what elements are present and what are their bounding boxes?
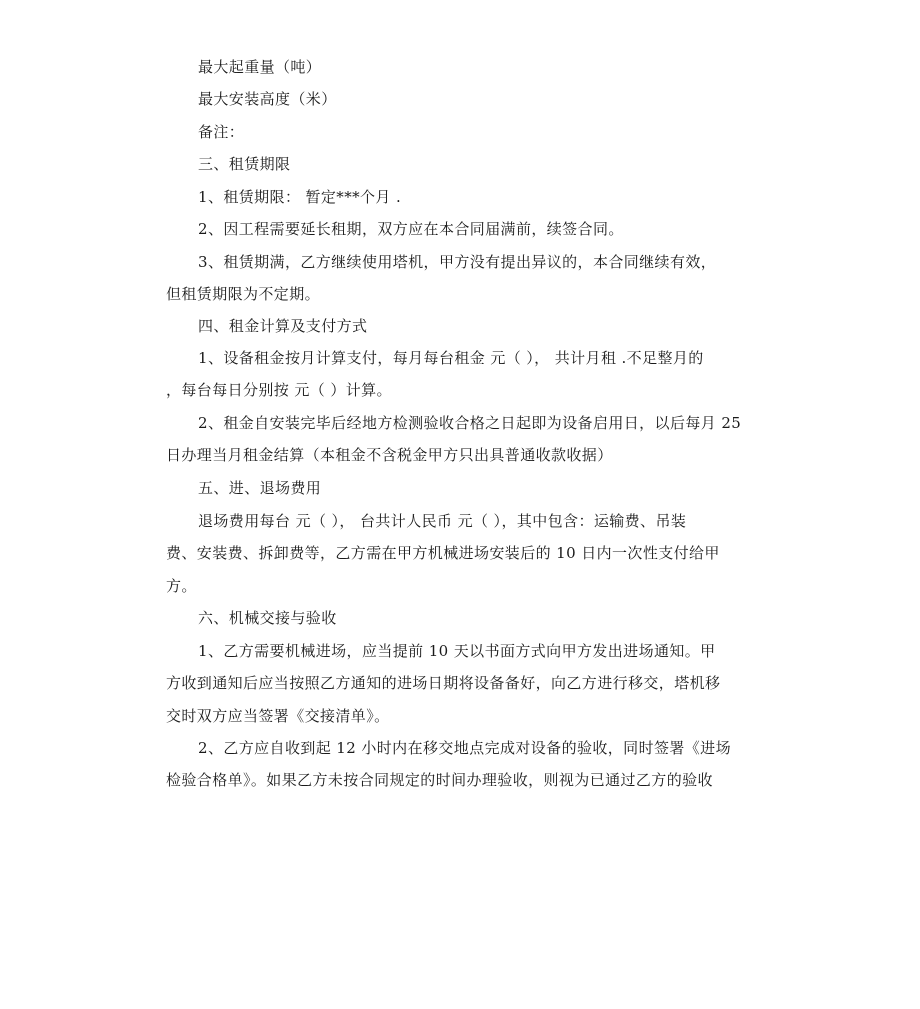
section-heading: 三、租赁期限 [198, 155, 291, 173]
text-line: 方。 [166, 577, 197, 595]
text-line: 1、租赁期限： 暂定***个月 . [198, 188, 402, 206]
text-line: 日办理当月租金结算（本租金不含税金甲方只出具普通收款收据） [166, 446, 613, 464]
text-line: 2、因工程需要延长租期，双方应在本合同届满前，续签合同。 [198, 220, 624, 238]
text-line: 最大起重量（吨） [198, 58, 322, 76]
section-heading: 四、租金计算及支付方式 [198, 317, 368, 335]
text-line: 3、租赁期满，乙方继续使用塔机，甲方没有提出异议的，本合同继续有效， [198, 253, 717, 271]
text-line: 费、安装费、拆卸费等，乙方需在甲方机械进场安装后的 10 日内一次性支付给甲 [166, 544, 720, 562]
text-line: 检验合格单》。如果乙方未按合同规定的时间办理验收，则视为已通过乙方的验收 [166, 771, 713, 789]
text-line: 交时双方应当签署《交接清单》。 [166, 707, 390, 725]
text-line: 最大安装高度（米） [198, 90, 337, 108]
text-line: 备注： [198, 123, 245, 141]
text-line: 但租赁期限为不定期。 [166, 285, 321, 303]
text-line: 退场费用每台 元（ ）， 台共计人民币 元（ ），其中包含：运输费、吊装 [198, 512, 687, 530]
text-line: 2、租金自安装完毕后经地方检测验收合格之日起即为设备启用日，以后每月 25 [198, 414, 742, 432]
section-heading: 六、机械交接与验收 [198, 609, 337, 627]
text-line: 方收到通知后应当按照乙方通知的进场日期将设备备好，向乙方进行移交，塔机移 [166, 674, 721, 692]
text-line: 2、乙方应自收到起 12 小时内在移交地点完成对设备的验收，同时签署《进场 [198, 739, 731, 757]
section-heading: 五、进、退场费用 [198, 479, 322, 497]
text-line: 1、乙方需要机械进场，应当提前 10 天以书面方式向甲方发出进场通知。甲 [198, 642, 716, 660]
text-line: 1、设备租金按月计算支付，每月每台租金 元（ ）， 共计月租 .不足整月的 [198, 349, 704, 367]
text-line: ，每台每日分别按 元（ ）计算。 [166, 381, 392, 399]
